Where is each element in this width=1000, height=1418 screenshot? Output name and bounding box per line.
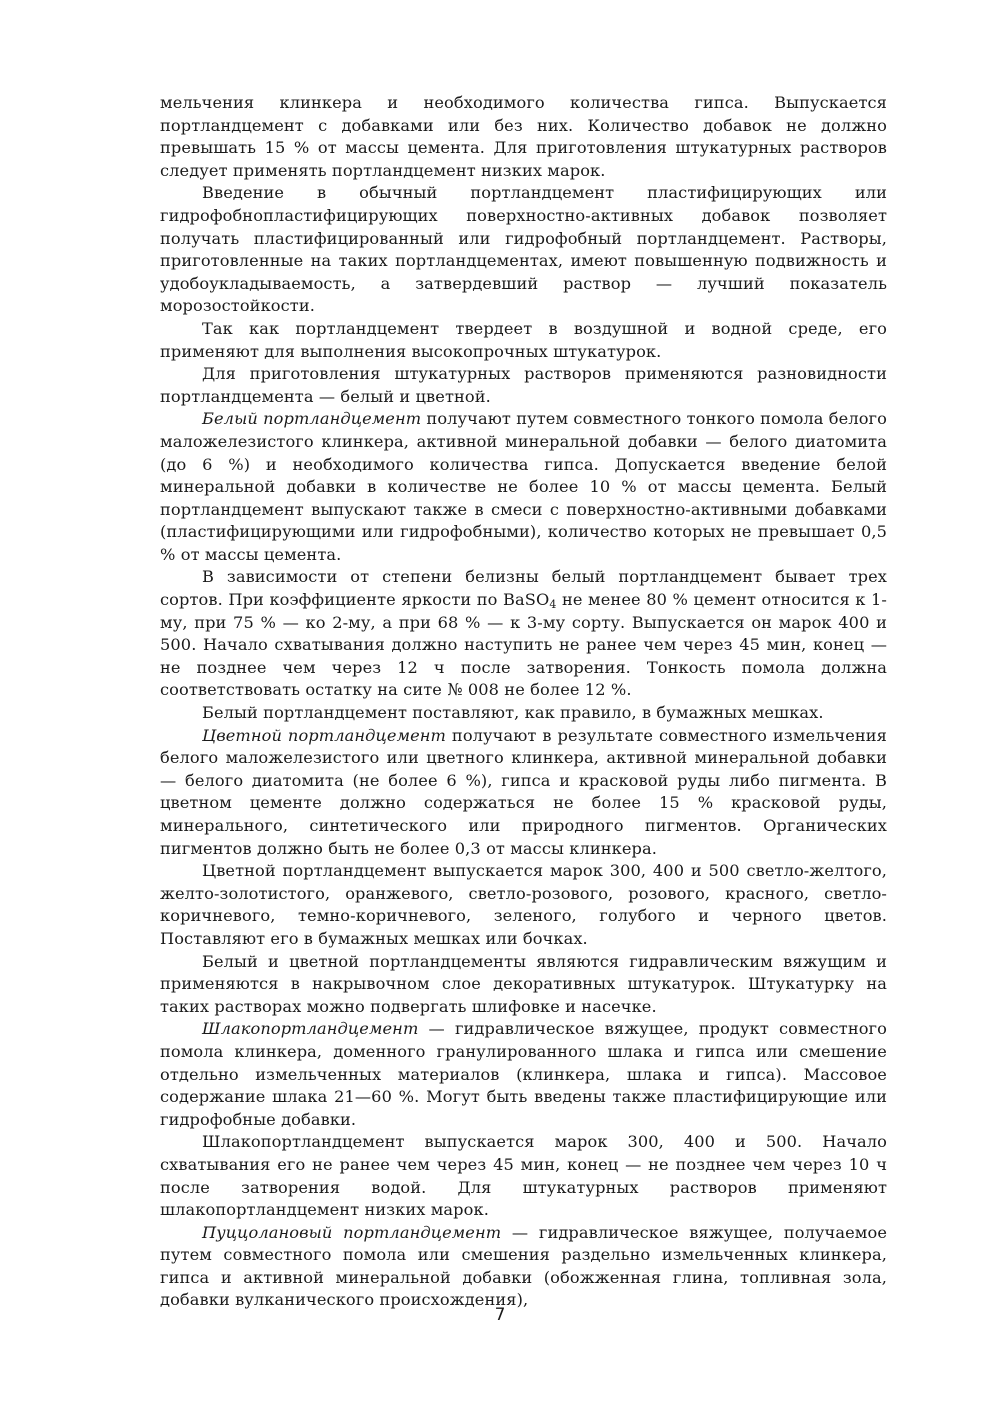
page-number: 7 bbox=[494, 1305, 506, 1325]
term-colored-cement: Цветной портландцемент bbox=[202, 725, 446, 745]
paragraph-3: Так как портландцемент твердеет в воздушной и водной среде, его применяют для выполнения высокопрочных штукатурок. bbox=[160, 318, 887, 361]
term-white-cement: Белый портландцемент bbox=[202, 409, 422, 429]
paragraph-pozzolanic-cement: Пуццолановый портландцемент — гидравлическое вяжущее, получаемое путем совместного помола или смешения раздельно измельченных клинкера, гипса и активной минеральной добавки (обожженная глина, топливная зола, добавки вулканического происхождения), bbox=[160, 1222, 887, 1310]
term-pozzolanic-cement: Пуццолановый портландцемент bbox=[202, 1222, 502, 1242]
paragraph-slag-cement: Шлакопортландцемент — гидравлическое вяжущее, продукт совместного помола клинкера, доменного гранулированного шлака и гипса или смешение отдельно измельченных материалов (клинкера, шлака и гипса). Массовое содержание шлака 21—60 %. Могут быть введены также пластифицирующие или гидрофобные добавки. bbox=[160, 1019, 887, 1129]
paragraph-12: Шлакопортландцемент выпускается марок 300, 400 и 500. Начало схватывания его не ранее чем через 45 мин, конец — не позднее чем через 10 ч после затворения водой. Для штукатурных растворов применяют шлакопортландцемент низких марок. bbox=[160, 1132, 887, 1220]
paragraph-9: Цветной портландцемент выпускается марок 300, 400 и 500 светло-желтого, желто-золотистого, оранжевого, светло-розового, розового, красного, светло-коричневого, темно-коричневого, зеленого, голубого и черного цветов. Поставляют его в бумажных мешках или бочках. bbox=[160, 861, 887, 948]
paragraph-white-cement: Белый портландцемент получают путем совместного тонкого помола белого маложелезистого клинкера, активной минеральной добавки — белого диатомита (до 6 %) и необходимого количества гипса. Допускается введение белой минеральной добавки в количестве не более 10 % от массы цемента. Белый портландцемент выпускают также в смеси с поверхностно-активными добавками (пластифицирующими или гидрофобными), количество которых не превышает 0,5 % от массы цемента. bbox=[160, 409, 887, 564]
paragraph-whiteness-grades: В зависимости от степени белизны белый портландцемент бывает трех сортов. При коэффициенте яркости по BaSO$_4$ не менее 80 % цемент относится к 1-му, при 75 % — ко 2-му, а при 68 % — к 3-му сорту. Выпускается он марок 400 и 500. Начало схватывания должно наступить не ранее чем через 45 мин, конец — не позднее чем через 12 ч после затворения. Тонкость помола должна соответствовать остатку на сите № 008 не более 12 %. bbox=[160, 567, 887, 700]
paragraph-2: Введение в обычный портландцемент пластифицирующих или гидрофобнопластифицирующих поверхностно-активных добавок позволяет получать пластифицированный или гидрофобный портландцемент. Растворы, приготовленные на таких портландцементах, имеют повышенную подвижность и удобоукладываемость, а затвердевший раствор — лучший показатель морозостойкости. bbox=[160, 183, 887, 316]
paragraph-4: Для приготовления штукатурных растворов применяются разновидности портландцемента — белый и цветной. bbox=[160, 364, 887, 406]
paragraph-7: Белый портландцемент поставляют, как правило, в бумажных мешках. bbox=[202, 703, 824, 723]
paragraph-colored-cement: Цветной портландцемент получают в результате совместного измельчения белого маложелезистого или цветного клинкера, активной минеральной добавки — белого диатомита (не более 6 %), гипса и красковой руды либо пигмента. В цветном цементе должно содержаться не более 15 % красковой руды, минерального, синтетического или природного пигментов. Органических пигментов должно быть не более 0,3 от массы клинкера. bbox=[160, 725, 887, 858]
page-body bbox=[160, 92, 887, 1312]
term-slag-cement: Шлакопортландцемент bbox=[202, 1019, 419, 1039]
paragraph-1: мельчения клинкера и необходимого количества гипса. Выпускается портландцемент с добавками или без них. Количество добавок не должно превышать 15 % от массы цемента. Для приготовления штукатурных растворов следует применять портландцемент низких марок. bbox=[160, 93, 887, 180]
paragraph-10: Белый и цветной портландцементы являются гидравлическим вяжущим и применяются в накрывочном слое декоративных штукатурок. Штукатурку на таких растворах можно подвергать шлифовке и насечке. bbox=[160, 951, 887, 1016]
